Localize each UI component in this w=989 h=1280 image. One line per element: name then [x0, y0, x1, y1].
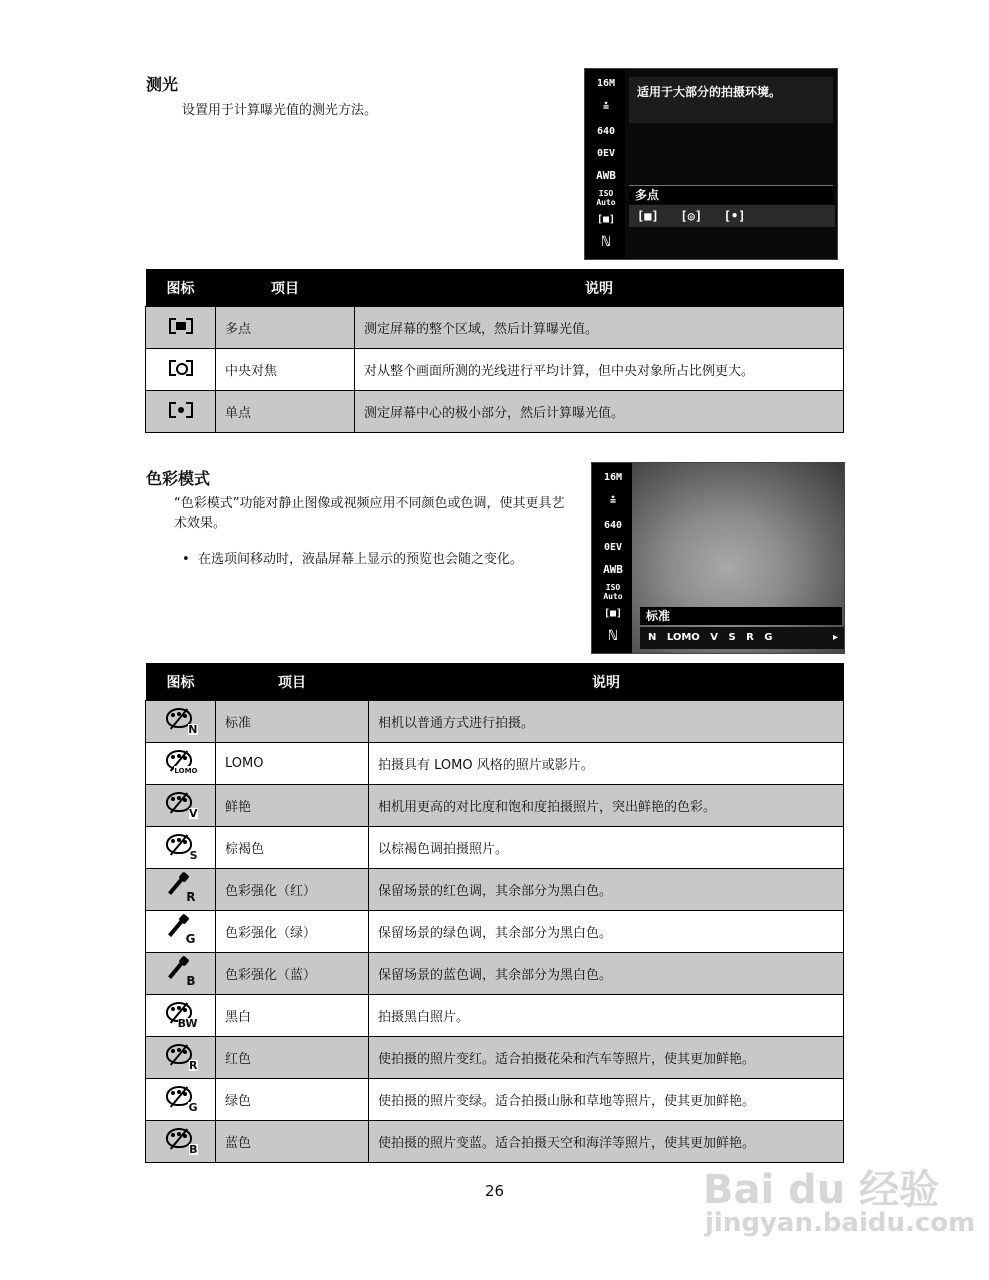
quality-icon: ≛	[602, 102, 610, 113]
item-cell: 鲜艳	[216, 785, 369, 827]
iso-icon: ISO Auto	[596, 189, 616, 207]
palette-icon: N	[164, 705, 198, 735]
bullet-text: 在选项间移动时，液晶屏幕上显示的预览也会随之变化。	[197, 552, 523, 567]
metering-hint: 适用于大部分的拍摄环境。	[629, 77, 833, 123]
item-cell: 色彩强化（绿）	[216, 911, 369, 953]
baidu-watermark-url: jingyan.baidu.com	[705, 1208, 976, 1238]
color-mode-icon: ℕ	[608, 628, 618, 644]
icon-cell	[146, 1037, 216, 1079]
section-title-metering: 测光	[146, 75, 179, 94]
palette-icon: B	[164, 1125, 198, 1155]
item-cell: 黑白	[216, 995, 369, 1037]
desc-cell: 测定屏幕中心的极小部分，然后计算曝光值。	[355, 391, 844, 433]
table-row	[146, 995, 844, 1037]
palette-icon: LOMO	[164, 747, 198, 777]
baidu-watermark-logo: Bai du 经验	[703, 1167, 940, 1213]
table-row	[146, 349, 844, 391]
color-mode-selected-label: 标准	[640, 607, 842, 625]
palette-icon: G	[164, 1083, 198, 1113]
table-row	[146, 743, 844, 785]
desc-cell: 使拍摄的照片变红。适合拍摄花朵和汽车等照片，使其更加鲜艳。	[369, 1037, 844, 1079]
option-normal[interactable]: N	[648, 632, 657, 643]
option-green[interactable]: G	[764, 632, 773, 643]
palette-icon: R	[164, 1041, 198, 1071]
item-cell: 蓝色	[216, 1121, 369, 1163]
table-row	[146, 911, 844, 953]
multi-metering-icon	[169, 318, 193, 334]
desc-cell: 使拍摄的照片变绿。适合拍摄山脉和草地等照片，使其更加鲜艳。	[369, 1079, 844, 1121]
color-mode-bullet	[182, 550, 523, 570]
icon-cell	[146, 743, 216, 785]
item-cell: 棕褐色	[216, 827, 369, 869]
table-row	[146, 1037, 844, 1079]
palette-icon: BW	[164, 999, 198, 1029]
awb-icon: AWB	[596, 169, 616, 182]
color-mode-description: “色彩模式”功能对静止图像或视频应用不同颜色或色调，使其更具艺术效果。	[174, 496, 565, 531]
color-mode-icon: ℕ	[601, 234, 611, 250]
header-desc: 说明	[355, 269, 844, 307]
table-row	[146, 701, 844, 743]
table-row	[146, 869, 844, 911]
table-row	[146, 785, 844, 827]
ev-icon: 0EV	[603, 542, 623, 553]
item-cell: LOMO	[216, 743, 369, 785]
metering-description: 设置用于计算曝光值的测光方法。	[182, 103, 378, 118]
icon-cell	[146, 953, 216, 995]
ev-icon: 0EV	[596, 148, 616, 159]
bullet-dot-icon: •	[182, 552, 190, 567]
desc-cell: 相机用更高的对比度和饱和度拍摄照片，突出鲜艳的色彩。	[369, 785, 844, 827]
desc-cell: 使拍摄的照片变蓝。适合拍摄天空和海洋等照片，使其更加鲜艳。	[369, 1121, 844, 1163]
header-desc: 说明	[369, 663, 844, 701]
pipette-icon: R	[166, 873, 196, 903]
pipette-icon: B	[166, 957, 196, 987]
item-cell: 红色	[216, 1037, 369, 1079]
desc-cell: 保留场景的蓝色调，其余部分为黑白色。	[369, 953, 844, 995]
video-size-icon: 640	[603, 520, 623, 531]
desc-cell: 拍摄具有 LOMO 风格的照片或影片。	[369, 743, 844, 785]
metering-options-bar	[629, 205, 835, 227]
icon-cell	[146, 869, 216, 911]
icon-cell	[146, 1121, 216, 1163]
page-number: 26	[484, 1182, 505, 1200]
camera-side-menu	[585, 69, 625, 259]
item-cell: 标准	[216, 701, 369, 743]
option-red[interactable]: R	[746, 632, 754, 643]
metering-camera-screen	[584, 68, 838, 260]
desc-cell: 保留场景的红色调，其余部分为黑白色。	[369, 869, 844, 911]
video-size-icon: 640	[596, 126, 616, 137]
icon-cell	[146, 911, 216, 953]
item-cell: 色彩强化（红）	[216, 869, 369, 911]
header-icon: 图标	[146, 663, 216, 701]
section-title-color-mode: 色彩模式	[146, 469, 211, 488]
desc-cell: 相机以普通方式进行拍摄。	[369, 701, 844, 743]
arrow-right-icon[interactable]: ▸	[832, 632, 838, 643]
header-item: 项目	[216, 269, 355, 307]
option-sepia[interactable]: S	[728, 632, 736, 643]
quality-icon: ≛	[609, 496, 617, 507]
item-cell: 中央对焦	[216, 349, 355, 391]
table-row	[146, 827, 844, 869]
item-cell: 色彩强化（蓝）	[216, 953, 369, 995]
item-cell: 多点	[216, 307, 355, 349]
table-row	[146, 953, 844, 995]
icon-cell	[146, 1079, 216, 1121]
color-mode-table	[145, 663, 844, 1163]
table-row	[146, 391, 844, 433]
desc-cell: 保留场景的绿色调，其余部分为黑白色。	[369, 911, 844, 953]
palette-icon: V	[164, 789, 198, 819]
item-cell: 绿色	[216, 1079, 369, 1121]
resolution-icon: 16M	[603, 472, 623, 483]
metering-table	[145, 269, 844, 433]
desc-cell: 对从整个画面所测的光线进行平均计算，但中央对象所占比例更大。	[355, 349, 844, 391]
desc-cell: 以棕褐色调拍摄照片。	[369, 827, 844, 869]
awb-icon: AWB	[603, 563, 623, 576]
pipette-icon: G	[166, 915, 196, 945]
metering-icon: [■]	[596, 214, 616, 225]
header-icon: 图标	[146, 269, 216, 307]
palette-icon: S	[164, 831, 198, 861]
table-row	[146, 307, 844, 349]
icon-cell	[146, 995, 216, 1037]
color-mode-options-bar	[640, 627, 844, 649]
option-multi[interactable]: [■]	[637, 209, 659, 223]
camera-side-menu	[592, 463, 632, 653]
metering-selected-label: 多点	[629, 185, 833, 204]
spot-metering-icon	[169, 402, 193, 418]
item-cell: 单点	[216, 391, 355, 433]
center-metering-icon	[169, 360, 193, 376]
metering-icon: [■]	[603, 608, 623, 619]
table-row	[146, 1121, 844, 1163]
option-lomo[interactable]: LOMO	[666, 632, 700, 643]
resolution-icon: 16M	[596, 78, 616, 89]
option-center[interactable]: [◎]	[680, 209, 703, 223]
color-mode-camera-screen	[591, 462, 845, 654]
iso-icon: ISO Auto	[603, 583, 623, 601]
desc-cell: 测定屏幕的整个区域，然后计算曝光值。	[355, 307, 844, 349]
header-item: 项目	[216, 663, 369, 701]
desc-cell: 拍摄黑白照片。	[369, 995, 844, 1037]
icon-cell	[146, 701, 216, 743]
option-spot[interactable]: [•]	[723, 209, 746, 223]
icon-cell	[146, 827, 216, 869]
table-row	[146, 1079, 844, 1121]
option-vivid[interactable]: V	[710, 632, 718, 643]
icon-cell	[146, 785, 216, 827]
